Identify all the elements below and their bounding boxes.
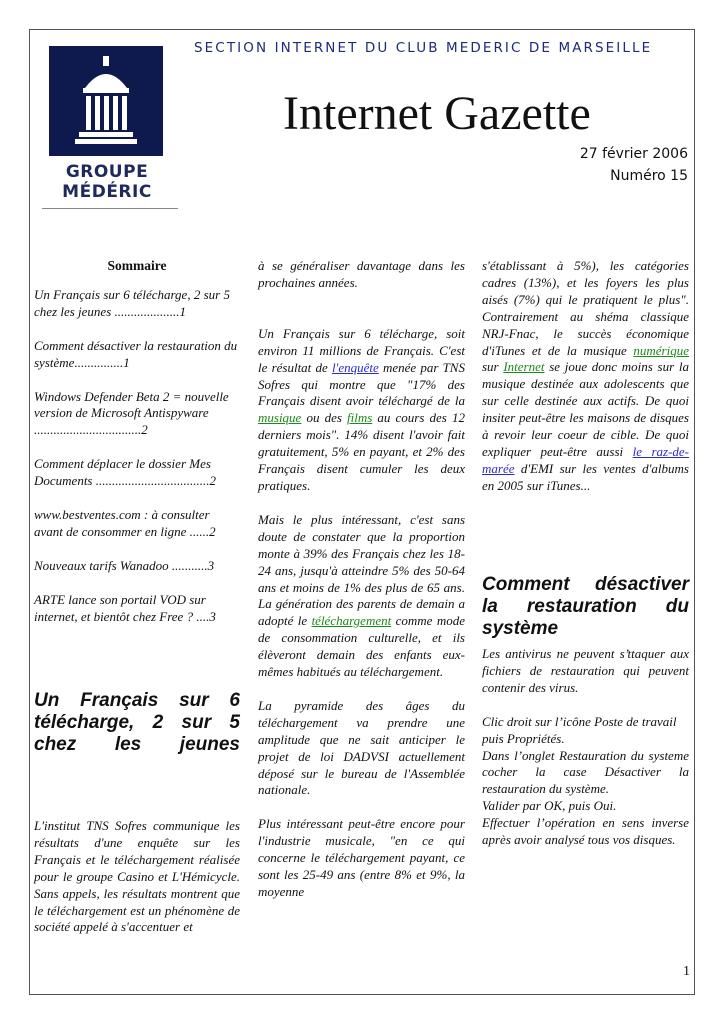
- link-numerique[interactable]: numérique: [633, 342, 689, 358]
- article-intro-telechargement: L'institut TNS Sofres communique les résultats d'une enquête sur les Français et le téléchargement réalisée pour le groupe Casino et L'Hémicycle. Sans appels, les résultats montrent que le téléchargement est un phénomène de société appelé à s'accentuer et: [34, 818, 240, 935]
- toc-entry-leader: ...........: [168, 557, 208, 573]
- toc-entry-leader: ....: [193, 608, 210, 624]
- instruction-step: Valider par OK, puis Oui.: [482, 798, 617, 814]
- toc-entry-text: ARTE lance son portail VOD sur internet, et bientôt chez Free ?: [34, 591, 206, 624]
- toc-entry[interactable]: [34, 338, 240, 372]
- toc-entry-leader: ....................: [111, 303, 180, 319]
- toc-list: [34, 287, 240, 626]
- article-restauration-body: [482, 646, 689, 849]
- paragraph: Plus intéressant peut-être encore pour l'industrie musicale, "en ce qui concerne le téléchargement payant, ce sont les 25-49 ans (entre 8% et 9%, la moyenne: [258, 816, 465, 899]
- toc-entry-text: www.bestventes.com : à consulter avant de consommer en ligne: [34, 507, 210, 539]
- logo-text-groupe: GROUPE: [65, 162, 149, 182]
- logo-emblem: [49, 46, 163, 156]
- paragraph-text: Mais le plus intéressant, c'est sans doute de constater que la proportion monte à 39% des Français chez les 18-24 ans, jusqu'à atteindre 5% des 50-64 ans et moins de 1% des plus de 65 ans. La génération des parents de demain a adopté le: [258, 511, 465, 629]
- link-internet[interactable]: Internet: [503, 359, 545, 375]
- toc-entry-leader: ...................................: [92, 473, 210, 489]
- article-column-3: [482, 258, 689, 512]
- toc-entry[interactable]: [34, 558, 240, 575]
- logo-text-mederic: MÉDÉRIC: [62, 182, 152, 202]
- instruction-step: Effectuer l’opération en sens inverse après avoir analysé tous vos disques.: [482, 815, 689, 848]
- toc-entry-page: 2: [209, 523, 216, 539]
- paragraph-text: comme mode de consommation culturelle, et ils élèveront demain des enfants eux-mêmes habitués au téléchargement.: [258, 613, 465, 680]
- toc-entry[interactable]: [34, 287, 240, 321]
- toc-entry[interactable]: [34, 389, 240, 440]
- paragraph-text: au cours des 12 derniers mois". 14% disent l'avoir fait gratuitement, 5% en payant, et 2% des Français disent cumuler les deux pratiques.: [258, 410, 465, 493]
- issue-number: Numéro 15: [610, 168, 688, 184]
- toc-entry-text: Nouveaux tarifs Wanadoo: [34, 557, 169, 573]
- paragraph-text: menée par TNS Sofres qui montre que "17% des Français disent avoir téléchargé de la: [258, 359, 465, 409]
- paragraph: [258, 326, 465, 495]
- toc-entry-page: 1: [123, 354, 130, 370]
- link-musique[interactable]: musique: [258, 410, 302, 426]
- article-heading-telechargement: Un Français sur 6 télécharge, 2 sur 5 chez les jeunes: [34, 690, 240, 755]
- paragraph: à se généraliser davantage dans les prochaines années.: [258, 258, 465, 290]
- building-icon: [49, 46, 163, 156]
- logo-divider: [42, 208, 178, 209]
- toc-entry-page: 2: [141, 422, 148, 438]
- toc-entry-text: Comment déplacer le dossier Mes Documents: [34, 456, 211, 489]
- link-telechargement[interactable]: téléchargement: [311, 613, 392, 629]
- toc-entry[interactable]: [34, 507, 240, 541]
- page-number: 1: [683, 964, 690, 979]
- table-of-contents: [34, 258, 240, 643]
- article-heading-restauration: [482, 574, 689, 640]
- heading-line: système: [482, 618, 559, 639]
- paragraph: Les antivirus ne peuvent s’ttaquer aux fichiers de restauration qui peuvent contenir des virus.: [482, 646, 689, 695]
- instruction-step: Clic droit sur l’icône Poste de travail: [482, 713, 677, 729]
- gazette-title: Internet Gazette: [283, 87, 591, 140]
- issue-date: 27 février 2006: [579, 146, 688, 162]
- instruction-step: puis Propriétés.: [482, 730, 565, 746]
- instruction-step: Dans l’onglet Restauration du systeme cocher la case Désactiver la restauration du système.: [482, 747, 689, 797]
- paragraph-text: ou des: [301, 410, 348, 426]
- toc-entry-leader: ...............: [74, 354, 124, 370]
- paragraph-text: Un Français sur 6 télécharge, soit environ 11 millions de Français. C'est le résultat de: [258, 325, 465, 375]
- toc-entry[interactable]: [34, 456, 240, 490]
- toc-entry-text: Comment désactiver la restauration du système: [34, 337, 238, 370]
- link-raz-de-maree[interactable]: le raz-de-marée: [482, 443, 690, 476]
- article-column-2: [258, 258, 465, 918]
- toc-entry-text: Windows Defender Beta 2 = nouvelle version de Microsoft Antispyware: [34, 388, 229, 421]
- paragraph-text: sur: [482, 359, 504, 375]
- paragraph-text: se joue donc moins sur la musique destinée aux adolescents que sur celle destinée aux actifs. De quoi insiter peut-être les maisons de disques à revoir leur coeur de cible. De quoi expliquer peut-être aussi: [482, 359, 689, 459]
- groupe-mederic-logo: [34, 36, 180, 212]
- heading-line: Comment désactiver la restauration du: [482, 574, 689, 617]
- paragraph-text: s'établissant à 5%), les catégories cadres (13%), et les foyers les plus aisés (7%) qui le pratiquent le plus". Contrairement au shéma classique NRJ-Fnac, le succès économique d'iTunes et de la musique: [482, 258, 689, 358]
- toc-entry-leader: .................................: [34, 422, 142, 438]
- toc-entry-text: Un Français sur 6 télécharge, 2 sur 5 chez les jeunes: [34, 286, 230, 319]
- toc-entry[interactable]: [34, 592, 240, 626]
- club-section-line: SECTION INTERNET DU CLUB MEDERIC DE MARSEILLE: [194, 40, 653, 56]
- toc-entry-leader: ......: [186, 523, 210, 539]
- link-films[interactable]: films: [347, 410, 373, 426]
- paragraph: [482, 258, 689, 495]
- toc-entry-page: 3: [207, 557, 215, 573]
- link-enquete[interactable]: l'enquête: [331, 359, 379, 375]
- toc-entry-page: 2: [209, 473, 216, 489]
- paragraph: La pyramide des âges du téléchargement va prendre une amplitude que ne sait anticiper le projet de loi DADVSI actuellement déposé sur le bureau de l'Assemblée nationale.: [258, 697, 465, 798]
- paragraph-text: d'EMI sur les ventes d'albums en 2005 sur iTunes...: [482, 460, 689, 493]
- paragraph: [258, 512, 465, 681]
- toc-entry-page: 1: [179, 303, 187, 319]
- toc-entry-page: 3: [209, 608, 216, 624]
- toc-title: Sommaire: [107, 258, 167, 273]
